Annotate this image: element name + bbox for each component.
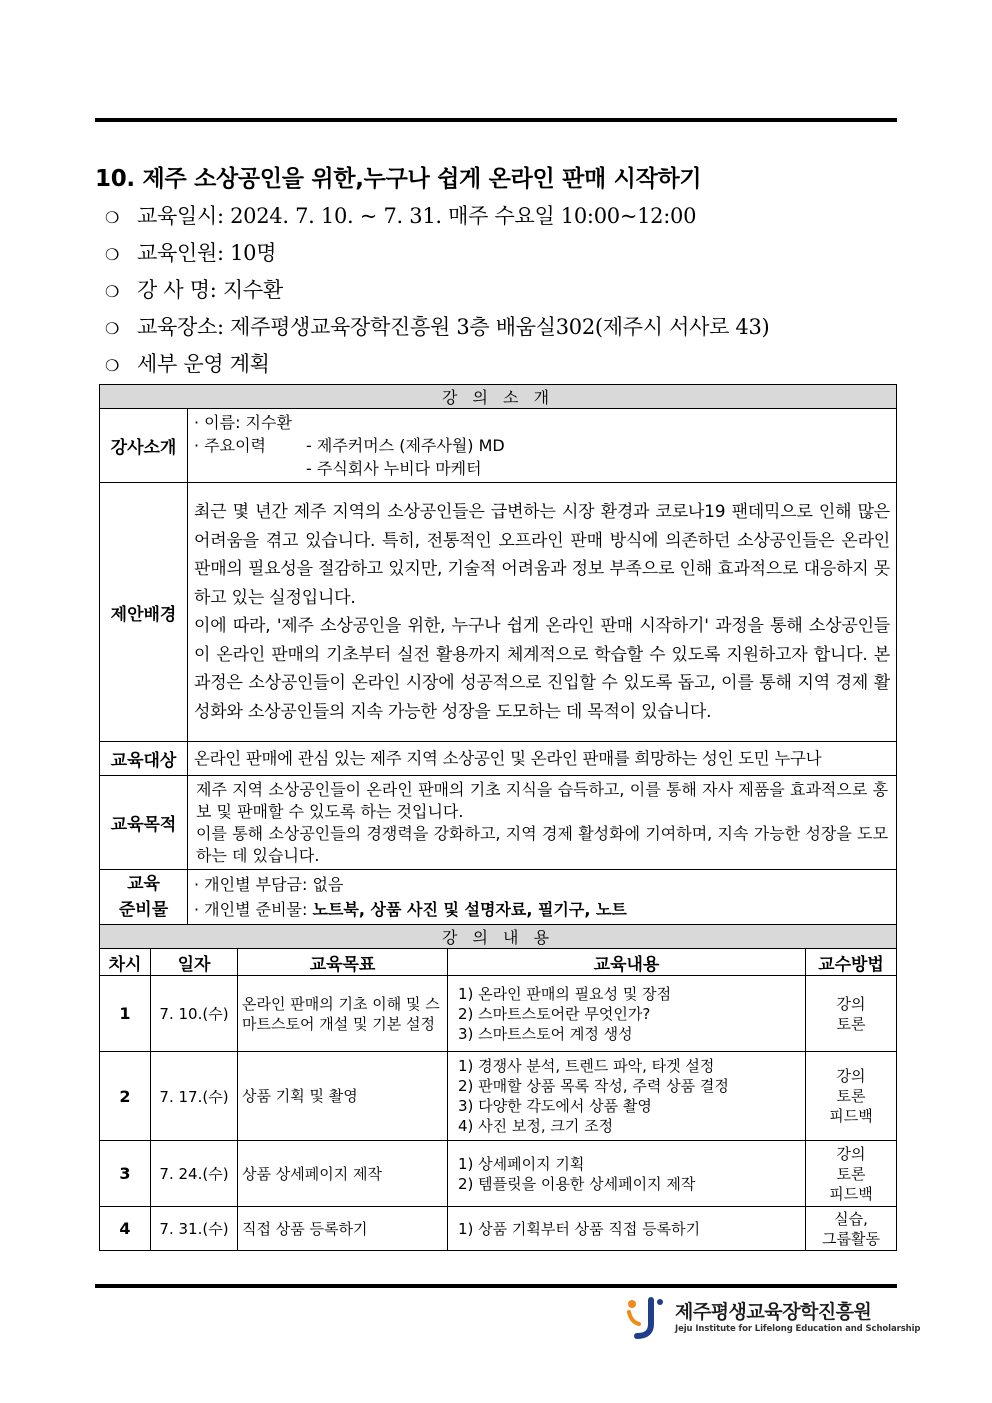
fee-text: · 개인별 부담금: 없음 — [194, 875, 344, 894]
session-date: 7. 24.(수) — [151, 1141, 238, 1207]
session-content — [448, 1052, 806, 1141]
target-text: 온라인 판매에 관심 있는 제주 지역 소상공인 및 온라인 판매를 희망하는 성인 도민 누구나 — [188, 742, 897, 776]
bullet-circle-icon: ❍ — [105, 282, 120, 301]
career-row — [194, 457, 890, 480]
method-item: 강의 — [836, 1067, 866, 1085]
content-item: 1) 경쟁사 분석, 트렌드 파악, 타겟 설정 — [458, 1057, 715, 1075]
institute-name: 제주평생교육장학진흥원 — [675, 1301, 872, 1323]
career-label: · 주요이력 — [194, 436, 266, 455]
career-row — [194, 434, 890, 457]
column-header-method: 교수방법 — [806, 949, 897, 976]
method-item: 피드백 — [829, 1184, 873, 1203]
supplies-label-line: 교육 — [127, 874, 160, 894]
content-item: 2) 판매할 상품 목록 작성, 주력 상품 결정 — [458, 1077, 729, 1095]
method-item: 실습, — [834, 1209, 868, 1228]
content-item: 1) 상품 기획부터 상품 직접 등록하기 — [458, 1219, 701, 1238]
method-item: 강의 — [836, 994, 866, 1013]
session-goal: 상품 상세페이지 제작 — [238, 1141, 448, 1207]
session-method — [806, 1207, 897, 1251]
session-number: 1 — [100, 976, 151, 1052]
bottom-rule — [95, 1284, 897, 1288]
goal-paragraph: 제주 지역 소상공인들이 온라인 판매의 기초 지식을 습득하고, 이를 통해 자사 제품을 효과적으로 홍보 및 판매할 수 있도록 하는 것입니다. — [196, 779, 889, 821]
content-item: 3) 스마트스토어 계정 생성 — [458, 1024, 633, 1043]
supplies-label — [100, 870, 188, 925]
background-paragraph: 이에 따라, '제주 소상공인을 위한, 누구나 쉽게 온라인 판매 시작하기' 과정을 통해 소상공인들이 온라인 판매의 기초부터 실전 활용까지 체계적으로 학습할 수 있도록 지원하고자 합니다. 본 과정은 소상공인들이 온라인 시장에 성공적으로 진입할 수 있도록 돕고, 이를 통해 지역 경제 활성화와 소상공인들의 지속 가능한 성장을 도모하는 데 목적이 있습니다. — [194, 616, 891, 722]
method-item: 그룹활동 — [822, 1229, 880, 1248]
capacity-text: 교육인원: 10명 — [137, 241, 277, 265]
background-text — [188, 483, 897, 742]
course-table — [99, 384, 897, 1251]
instructor-info — [188, 409, 897, 483]
method-item: 강의 — [836, 1144, 866, 1163]
session-date: 7. 17.(수) — [151, 1052, 238, 1141]
list-item — [105, 198, 769, 235]
table-row — [100, 976, 897, 1052]
content-item: 1) 상세페이지 기획 — [458, 1154, 585, 1173]
content-item: 2) 템플릿을 이용한 상세페이지 제작 — [458, 1174, 696, 1193]
supplies-prefix: · 개인별 준비물: — [194, 900, 313, 919]
list-item — [105, 272, 769, 309]
background-label: 제안배경 — [100, 483, 188, 742]
table-row — [100, 1207, 897, 1251]
document-title: 10. 제주 소상공인을 위한,누구나 쉽게 온라인 판매 시작하기 — [95, 166, 702, 192]
method-item: 토론 — [836, 1014, 866, 1033]
session-number: 3 — [100, 1141, 151, 1207]
location-text: 교육장소: 제주평생교육장학진흥원 3층 배움실302(제주시 서사로 43) — [137, 315, 770, 339]
supplies-list: 노트북, 상품 사진 및 설명자료, 필기구, 노트 — [312, 900, 627, 919]
content-item: 2) 스마트스토어란 무엇인가? — [458, 1004, 651, 1023]
career-item: - 제주커머스 (제주사월) MD — [306, 436, 505, 455]
supplies-info — [188, 870, 897, 925]
supplies-row — [194, 897, 890, 922]
bullet-circle-icon: ❍ — [105, 245, 120, 264]
content-item: 1) 온라인 판매의 필요성 및 장점 — [458, 984, 672, 1003]
session-date: 7. 10.(수) — [151, 976, 238, 1052]
session-goal: 상품 기획 및 촬영 — [238, 1052, 448, 1141]
intro-section-header: 강 의 소 개 — [100, 385, 897, 409]
goal-label: 교육목적 — [100, 776, 188, 870]
session-goal: 직접 상품 등록하기 — [238, 1207, 448, 1251]
career-item: - 주식회사 누비다 마케터 — [306, 459, 482, 478]
goal-paragraph: 이를 통해 소상공인들의 경쟁력을 강화하고, 지역 경제 활성화에 기여하며, 지속 가능한 성장을 도모하는 데 있습니다. — [196, 823, 889, 865]
session-content — [448, 1141, 806, 1207]
institute-logo — [623, 1294, 921, 1340]
instructor-name: · 이름: 지수환 — [194, 413, 292, 432]
overview-list — [105, 198, 769, 383]
method-item: 피드백 — [829, 1107, 873, 1125]
content-section-header: 강 의 내 용 — [100, 925, 897, 949]
method-item: 토론 — [836, 1087, 866, 1105]
column-header-session: 차시 — [100, 949, 151, 976]
session-content — [448, 1207, 806, 1251]
instructor-text: 강 사 명: 지수환 — [137, 278, 283, 302]
session-number: 2 — [100, 1052, 151, 1141]
bullet-circle-icon: ❍ — [105, 208, 120, 227]
target-label: 교육대상 — [100, 742, 188, 776]
table-row — [100, 1141, 897, 1207]
bullet-circle-icon: ❍ — [105, 319, 120, 338]
schedule-text: 교육일시: 2024. 7. 10. ~ 7. 31. 매주 수요일 10:00~12:00 — [137, 204, 697, 228]
column-header-goal: 교육목표 — [238, 949, 448, 976]
session-method — [806, 1141, 897, 1207]
column-header-date: 일자 — [151, 949, 238, 976]
bullet-circle-icon: ❍ — [105, 356, 120, 375]
column-header-content: 교육내용 — [448, 949, 806, 976]
session-date: 7. 31.(수) — [151, 1207, 238, 1251]
background-paragraph: 최근 몇 년간 제주 지역의 소상공인들은 급변하는 시장 환경과 코로나19 팬데믹으로 인해 많은 어려움을 겪고 있습니다. 특히, 전통적인 오프라인 판매 방식에 의존하던 소상공인들은 온라인 판매의 필요성을 절감하고 있지만, 기술적 어려움과 정보 부족으로 인해 효과적으로 대응하지 못하고 있는 실정입니다. — [194, 502, 891, 608]
method-item: 토론 — [836, 1164, 866, 1183]
list-item — [105, 235, 769, 272]
list-item — [105, 309, 769, 346]
session-method — [806, 976, 897, 1052]
instructor-label: 강사소개 — [100, 409, 188, 483]
table-row — [100, 1052, 897, 1141]
session-number: 4 — [100, 1207, 151, 1251]
plan-heading: 세부 운영 계획 — [137, 352, 270, 376]
top-rule — [95, 118, 897, 122]
supplies-label-line: 준비물 — [118, 900, 169, 920]
content-item: 4) 사진 보정, 크기 조정 — [458, 1117, 614, 1135]
content-item: 3) 다양한 각도에서 상품 촬영 — [458, 1097, 652, 1115]
list-item — [105, 346, 769, 383]
session-goal: 온라인 판매의 기초 이해 및 스마트스토어 개설 및 기본 설정 — [238, 976, 448, 1052]
institute-name-en: Jeju Institute for Lifelong Education and Scholarship — [675, 1324, 921, 1334]
session-content — [448, 976, 806, 1052]
goal-text — [188, 776, 897, 870]
session-method — [806, 1052, 897, 1141]
institute-emblem-icon — [623, 1294, 669, 1340]
